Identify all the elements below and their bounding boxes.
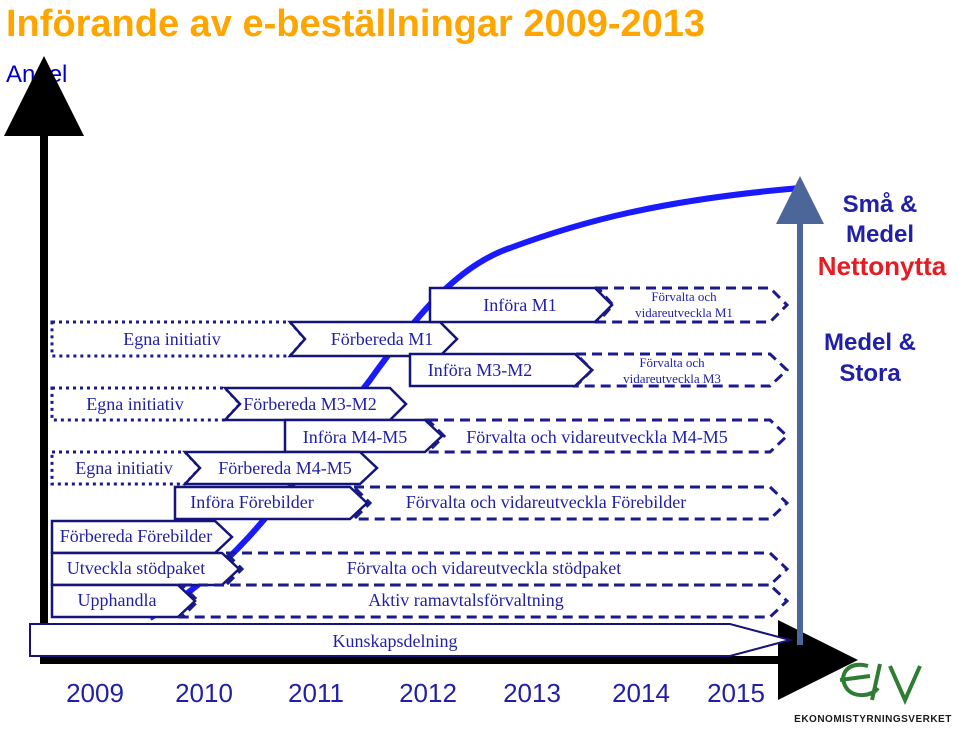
year-2010: 2010 [175, 678, 233, 708]
label-egna-initiativ-2: Egna initiativ [86, 394, 184, 414]
year-2013: 2013 [503, 678, 561, 708]
year-2011: 2011 [288, 678, 344, 708]
label-forvalta-stodpaket: Förvalta och vidareutveckla stödpaket [346, 558, 622, 578]
label-egna-initiativ-3: Egna initiativ [75, 458, 173, 478]
year-2014: 2014 [612, 678, 670, 708]
label-forvalta-m1-2: vidareutveckla M1 [635, 305, 733, 320]
label-forbereda-m4m5: Förbereda M4-M5 [218, 458, 352, 478]
page-title: Införande av e-beställningar 2009-2013 [6, 3, 706, 45]
label-forvalta-m3-2: vidareutveckla M3 [623, 371, 721, 386]
label-ramavtal: Aktiv ramavtalsförvaltning [368, 590, 564, 610]
y-axis-label: Andel [6, 61, 68, 88]
label-egna-initiativ-1: Egna initiativ [123, 329, 221, 349]
label-upphandla: Upphandla [77, 590, 157, 610]
label-forbereda-m1: Förbereda M1 [330, 329, 434, 349]
label-medel-stora-1: Medel & [823, 329, 917, 356]
label-sma-medel: Små & [842, 191, 918, 218]
label-infora-m1: Införa M1 [483, 295, 557, 315]
year-2012: 2012 [399, 678, 457, 708]
esv-logo [794, 664, 952, 725]
year-2009: 2009 [66, 678, 124, 708]
label-forvalta-forebilder: Förvalta och vidareutveckla Förebilder [405, 492, 687, 512]
label-nettonytta: Nettonytta [817, 251, 947, 281]
logo-name: EKONOMISTYRNINGSVERKET [794, 714, 952, 725]
label-forbereda-forebilder: Förbereda Förebilder [59, 526, 213, 546]
label-forvalta-m3-1: Förvalta och [639, 355, 705, 370]
label-infora-m4m5: Införa M4-M5 [302, 427, 408, 447]
label-medel-stora-2: Stora [839, 360, 901, 387]
label-forvalta-m1-1: Förvalta och [651, 289, 717, 304]
label-forbereda-m3m2: Förbereda M3-M2 [243, 394, 377, 414]
label-infora-m3m2: Införa M3-M2 [427, 360, 533, 380]
label-utveckla-stodpaket: Utveckla stödpaket [66, 558, 206, 578]
label-forvalta-m4m5: Förvalta och vidareutveckla M4-M5 [466, 427, 728, 447]
year-2015: 2015 [707, 678, 765, 708]
label-kunskapsdelning: Kunskapsdelning [332, 631, 458, 651]
label-infora-forebilder: Införa Förebilder [190, 492, 314, 512]
label-medel: Medel [845, 221, 915, 248]
